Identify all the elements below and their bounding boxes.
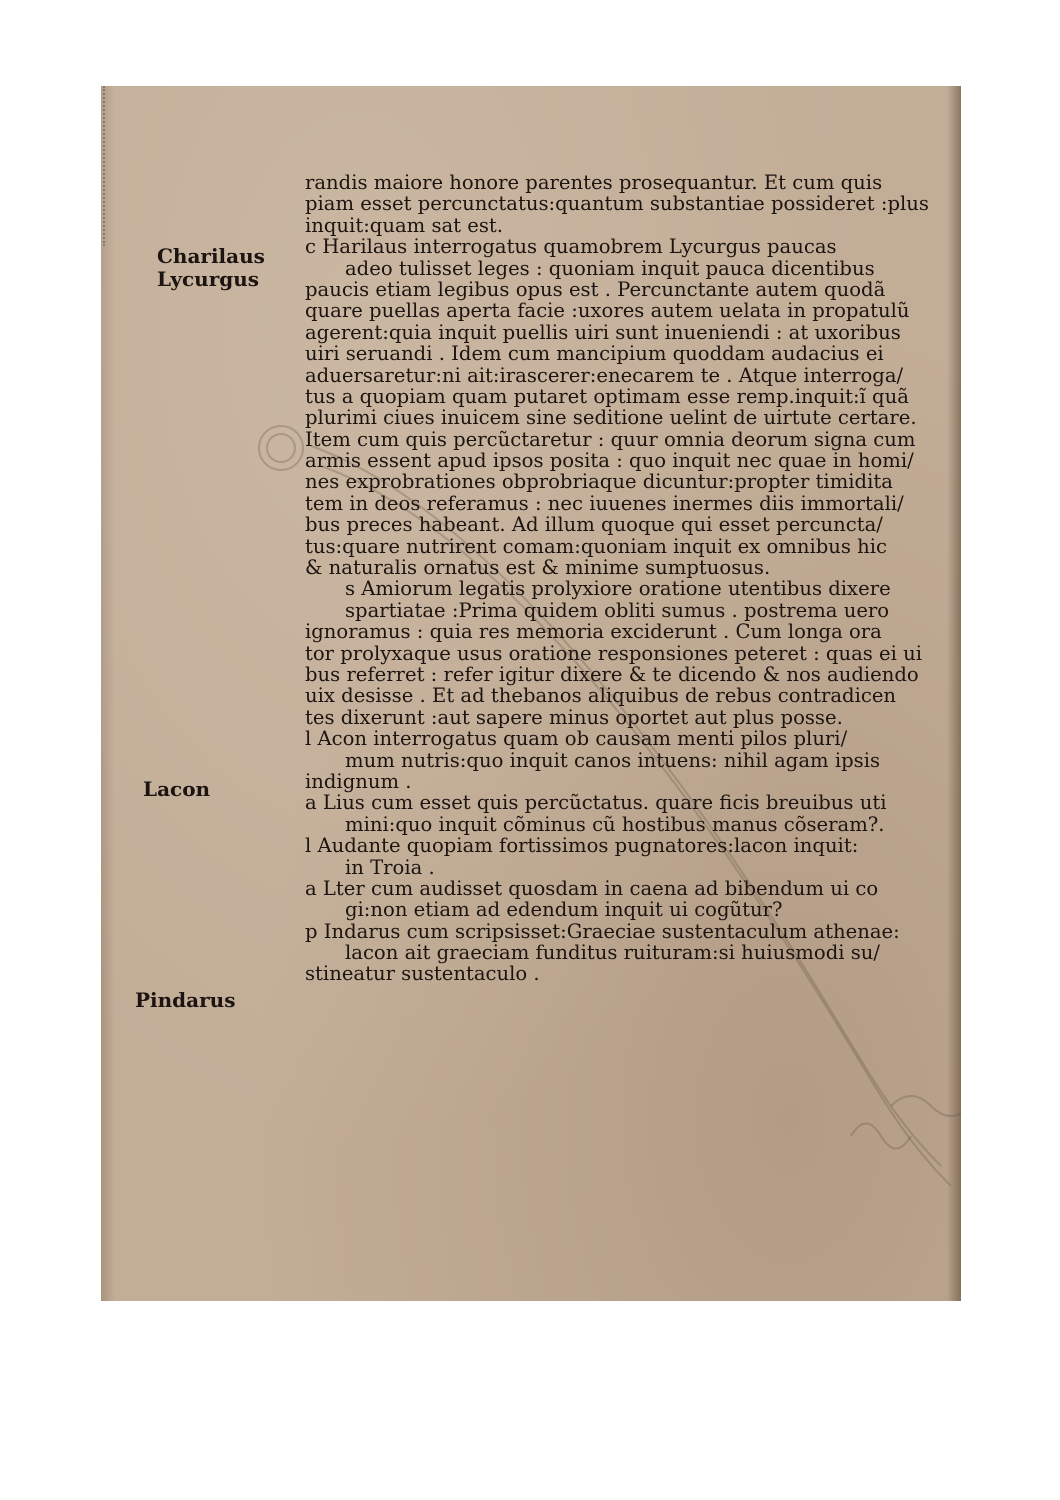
text-line: uiri seruandi . Idem cum mancipium quoddam audacius ei (305, 342, 884, 366)
text-line: gi:non etiam ad edendum inquit ui cogũtur? (345, 898, 783, 922)
text-line: agerent:quia inquit puellis uiri sunt inueniendi : at uxoribus (305, 320, 901, 344)
text-line: mini:quo inquit cõminus cũ hostibus manus cõseram?. (345, 812, 885, 836)
text-line: quare puellas aperta facie :uxores autem uelata in propatulũ (305, 299, 910, 323)
body-text (305, 171, 929, 986)
text-line: mum nutris:quo inquit canos intuens: nihil agam ipsis (345, 748, 881, 772)
text-line: in Troia . (345, 855, 435, 879)
text-line: ignoramus : quia res memoria exciderunt . Cum longa ora (305, 620, 882, 644)
text-line: tes dixerunt :aut sapere minus oportet aut plus posse. (305, 705, 843, 729)
margin-note-pindarus: Pindarus (135, 988, 236, 1012)
text-line: Item cum quis percũctaretur : quur omnia deorum signa cum (305, 427, 916, 451)
text-line: a Lter cum audisset quosdam in caena ad bibendum ui co (305, 876, 879, 900)
scanned-page (101, 86, 961, 1301)
text-line: bus preces habeant. Ad illum quoque qui esset percuncta/ (305, 513, 883, 537)
text-line: spartiatae :Prima quidem obliti sumus . postrema uero (345, 598, 890, 622)
binding-edge (103, 86, 117, 246)
text-line: c Harilaus interrogatus quamobrem Lycurgus paucas (305, 235, 837, 259)
text-line: tem in deos referamus : nec iuuenes inermes diis immortali/ (305, 491, 904, 515)
margin-note-lacon: Lacon (143, 777, 211, 801)
text-line: tor prolyxaque usus oratione responsiones peteret : quas ei ui (305, 641, 923, 665)
text-line: armis essent apud ipsos posita : quo inquit nec quae in homi/ (305, 449, 914, 473)
text-line: a Lius cum esset quis percũctatus. quare ficis breuibus uti (305, 791, 887, 815)
text-line: adeo tulisset leges : quoniam inquit pauca dicentibus (345, 256, 875, 280)
text-line: l Audante quopiam fortissimos pugnatores:lacon inquit: (305, 834, 859, 858)
text-line: piam esset percunctatus:quantum substantiae possideret :plus (305, 192, 929, 216)
text-line: plurimi ciues inuicem sine seditione uelint de uirtute certare. (305, 406, 917, 430)
text-line: l Acon interrogatus quam ob causam menti pilos pluri/ (305, 727, 848, 751)
margin-note-charilaus: Charilaus (157, 244, 265, 268)
text-line: & naturalis ornatus est & minime sumptuosus. (305, 556, 771, 580)
text-line: uix desisse . Et ad thebanos aliquibus de rebus contradicen (305, 684, 897, 708)
text-line: randis maiore honore parentes prosequantur. Et cum quis (305, 171, 883, 194)
text-line: p Indarus cum scripsisset:Graeciae sustentaculum athenae: (305, 919, 900, 943)
text-line: inquit:quam sat est. (305, 213, 504, 237)
text-line: paucis etiam legibus opus est . Percunctante autem quodã (305, 277, 886, 301)
text-line: indignum . (305, 769, 412, 793)
text-line: bus referret : refer igitur dixere & te dicendo & nos audiendo (305, 662, 919, 686)
text-line: tus:quare nutrirent comam:quoniam inquit ex omnibus hic (305, 534, 888, 558)
text-line: tus a quopiam quam putaret optimam esse remp.inquit:ĩ quã (305, 384, 909, 408)
text-line: lacon ait graeciam funditus ruituram:si huiusmodi su/ (345, 941, 881, 965)
margin-note-lycurgus: Lycurgus (157, 267, 260, 291)
text-line: s Amiorum legatis prolyxiore oratione utentibus dixere (345, 577, 891, 601)
text-line: stineatur sustentaculo . (305, 962, 540, 986)
text-line: aduersaretur:ni ait:irascerer:enecarem te . Atque interroga/ (305, 363, 904, 387)
text-line: nes exprobrationes obprobriaque dicuntur:propter timidita (305, 470, 893, 494)
